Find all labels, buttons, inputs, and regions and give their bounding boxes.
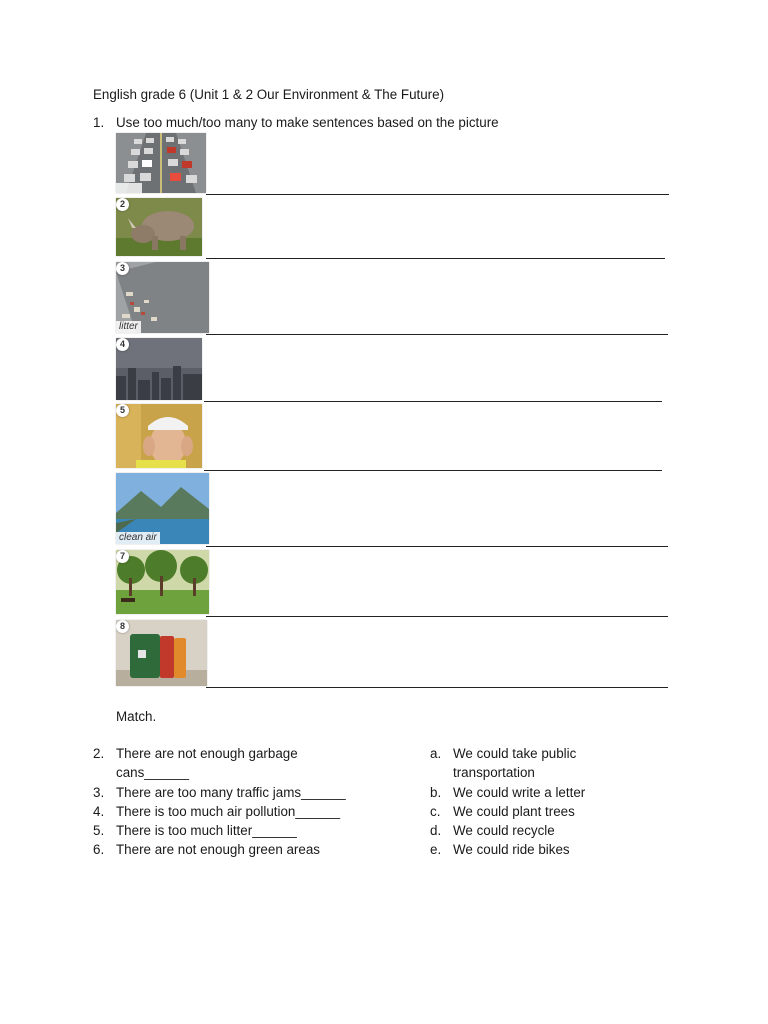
match-option-letter: b. <box>430 785 442 800</box>
match-item-text: There are not enough green areas <box>116 842 320 857</box>
match-option-text: transportation <box>453 765 535 780</box>
answer-line-3[interactable] <box>206 334 668 335</box>
answer-line-4[interactable] <box>204 401 662 402</box>
match-option-text: We could ride bikes <box>453 842 570 857</box>
match-option-letter: a. <box>430 746 442 761</box>
match-option-letter: e. <box>430 842 442 857</box>
match-item-number: 5. <box>93 823 105 838</box>
answer-line-2[interactable] <box>206 258 665 259</box>
answer-line-7[interactable] <box>206 616 668 617</box>
picture-number-8: 8 <box>116 620 129 633</box>
question-1-instruction: Use too much/too many to make sentences based on the picture <box>116 115 499 130</box>
picture-litter <box>116 262 209 333</box>
match-item-text: cans______ <box>116 765 189 780</box>
worksheet-title: English grade 6 (Unit 1 & 2 Our Environment & The Future) <box>93 87 445 102</box>
match-option-text: We could write a letter <box>453 785 586 800</box>
picture-caption-litter: litter <box>116 321 141 333</box>
picture-polluted-skyline <box>116 338 202 400</box>
picture-number-7: 7 <box>116 550 129 563</box>
picture-recycling-bins <box>116 620 207 686</box>
picture-clean-air <box>116 473 209 544</box>
match-label: Match. <box>116 709 157 724</box>
answer-line-6[interactable] <box>206 546 668 547</box>
match-item-number: 2. <box>93 746 105 761</box>
answer-line-8[interactable] <box>206 687 668 688</box>
answer-line-5[interactable] <box>204 470 662 471</box>
match-option-text: We could plant trees <box>453 804 575 819</box>
match-option-text: We could take public <box>453 746 577 761</box>
match-item-text: There are not enough garbage <box>116 746 298 761</box>
match-item-number: 3. <box>93 785 105 800</box>
match-item-number: 4. <box>93 804 105 819</box>
picture-number-3: 3 <box>116 262 129 275</box>
picture-worker-noise <box>116 404 202 468</box>
picture-rhino <box>116 198 202 256</box>
match-item-text: There is too much air pollution______ <box>116 804 341 819</box>
picture-number-2: 2 <box>116 198 129 211</box>
match-item-text: There is too much litter______ <box>116 823 297 838</box>
picture-number-4: 4 <box>116 338 129 351</box>
question-1-number: 1. <box>93 115 105 130</box>
match-item-number: 6. <box>93 842 105 857</box>
match-item-text: There are too many traffic jams______ <box>116 785 346 800</box>
picture-green-park <box>116 550 209 614</box>
match-option-letter: c. <box>430 804 441 819</box>
match-option-letter: d. <box>430 823 442 838</box>
answer-line-1[interactable] <box>206 194 669 195</box>
picture-number-5: 5 <box>116 404 129 417</box>
picture-caption-clean-air: clean air <box>116 532 160 544</box>
picture-traffic-jam <box>116 133 206 193</box>
match-option-text: We could recycle <box>453 823 555 838</box>
